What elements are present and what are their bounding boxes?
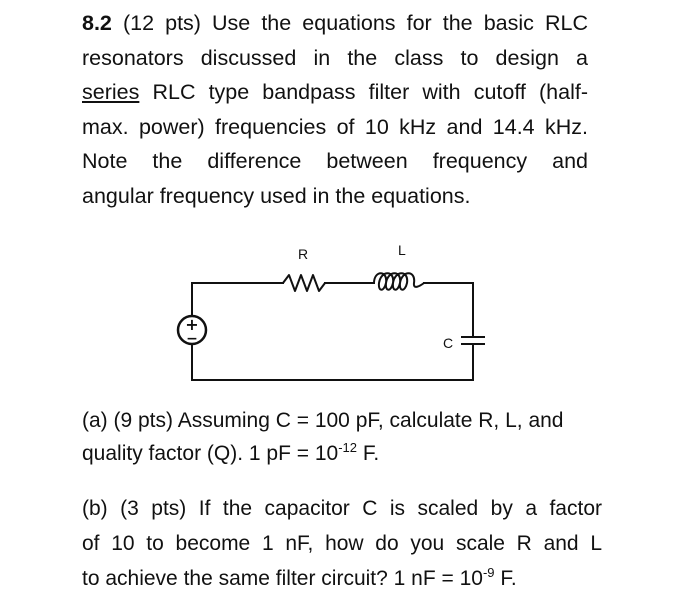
series-underlined: series: [82, 80, 140, 104]
problem-points: (12 pts) Use the equations for the basic RLC: [111, 11, 588, 35]
part-b-line-2: of 10 to become 1 nF, how do you scale R and L: [82, 532, 602, 555]
part-a-line-2-pre: quality factor (Q). 1 pF = 10: [82, 442, 339, 465]
resistor-symbol: [283, 275, 325, 291]
part-b-line-1: (b) (3 pts) If the capacitor C is scaled by a factor: [82, 497, 602, 520]
resistor-label: R: [298, 246, 309, 262]
part-a-exponent: -12: [338, 439, 358, 455]
part-b-line-3-post: F.: [494, 567, 517, 590]
part-a-line-2-post: F.: [357, 442, 380, 465]
source-plus-sign: +: [185, 315, 199, 334]
problem-line-4: max. power) frequencies of 10 kHz and 14.4 kHz.: [82, 114, 588, 139]
part-a-line-2: [82, 437, 602, 470]
part-b-exponent: -9: [482, 564, 495, 580]
problem-line-3-rest: RLC type bandpass filter with cutoff (half-: [139, 80, 588, 104]
part-a-line-1: (a) (9 pts) Assuming C = 100 pF, calculate R, L, and: [82, 409, 564, 432]
part-b-line-3: [82, 561, 602, 596]
inductor-symbol: [374, 273, 424, 290]
wire-top-right: [424, 283, 473, 337]
capacitor-label: C: [443, 335, 454, 351]
part-b-line-3-pre: to achieve the same filter circuit? 1 nF = 10: [82, 567, 483, 590]
problem-line-2: resonators discussed in the class to design a: [82, 45, 588, 70]
problem-line-5: Note the difference between frequency and: [82, 149, 588, 173]
inductor-label: L: [398, 242, 406, 258]
part-a-text: [82, 404, 602, 470]
source-minus-sign: −: [186, 331, 198, 347]
wire-bottom: [192, 344, 473, 380]
problem-line-6: angular frequency used in the equations.: [82, 183, 471, 208]
problem-number: 8.2: [82, 11, 112, 35]
part-b-text: [82, 491, 602, 596]
